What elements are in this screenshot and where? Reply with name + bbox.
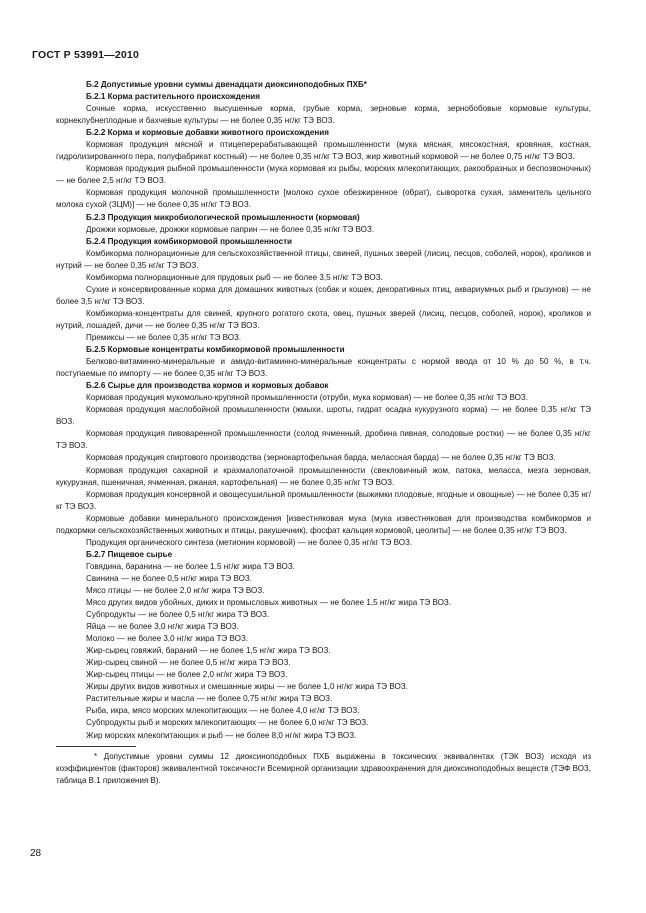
paragraph: Кормовая продукция пивоваренной промышленности (солод ячменный, дробина пивная, солодовые ростки) — не более 0,35 нг/кг ТЭ ВОЗ. bbox=[56, 429, 591, 451]
paragraph: Кормовая продукция маслобойной промышленности (жмыхи, шроты, гидрат осадка кукурузного корма) — не более 0,35 нг/кг ТЭ ВОЗ. bbox=[56, 405, 591, 427]
paragraph: Премиксы — не более 0,35 нг/кг ТЭ ВОЗ. bbox=[86, 332, 242, 342]
paragraph: Сухие и консервированные корма для домашних животных (собак и кошек, декоративных птиц, аквариумных рыб и грызунов) — не более 3,5 нг/кг ТЭ ВОЗ. bbox=[56, 284, 591, 306]
paragraph: Субпродукты рыб и морских млекопитающих — не более 6,0 нг/кг ТЭ ВОЗ. bbox=[86, 718, 369, 728]
paragraph: Жир-сырец свиной — не более 0,5 нг/кг жира ТЭ ВОЗ. bbox=[86, 658, 291, 668]
section-heading: Б.2.2 Корма и кормовые добавки животного происхождения bbox=[86, 128, 329, 138]
paragraph: Продукция органического синтеза (метионин кормовой) — не более 0,35 нг/кг ТЭ ВОЗ. bbox=[86, 537, 413, 547]
section-heading: Б.2.3 Продукция микробиологической промышленности (кормовая) bbox=[86, 212, 360, 222]
paragraph: Свинина — не более 0,5 нг/кг жира ТЭ ВОЗ. bbox=[86, 573, 253, 583]
paragraph: Кормовые добавки минерального происхождения [известняковая мука (мука известняковая для производства комбикормов и подкормки сельскохозяйственных животных и птицы, ракушечник), фосфат кальция кормовой, цеолиты] — не более 0,35 нг/кг ТЭ ВОЗ. bbox=[56, 513, 591, 535]
document-header: ГОСТ Р 53991—2010 bbox=[32, 49, 140, 61]
paragraph: Кормовая продукция мукомольно-крупяной промышленности (отруби, мука кормовая) — не более 0,35 нг/кг ТЭ ВОЗ. bbox=[86, 393, 529, 403]
paragraph: Рыба, икра, мясо морских млекопитающих — не более 4,0 нг/кг ТЭ ВОЗ. bbox=[86, 706, 360, 716]
paragraph: Комбикорма полнорационные для прудовых рыб — не более 3,5 нг/кг ТЭ ВОЗ. bbox=[86, 272, 383, 282]
paragraph: Говядина, баранина — не более 1,5 нг/кг жира ТЭ ВОЗ. bbox=[86, 561, 295, 571]
paragraph: Кормовая продукция рыбной промышленности (мука кормовая из рыбы, морских млекопитающих, ракообразных и беспозвоночных) — не более 2,5 нг/кг ТЭ ВОЗ. bbox=[56, 164, 591, 186]
section-heading: Б.2.1 Корма растительного происхождения bbox=[86, 92, 260, 102]
paragraph: Комбикорма полнорационные для сельскохозяйственной птицы, свиней, пушных зверей (лисиц, песцов, соболей, норок), кроликов и нутрий — не более 0,35 нг/кг ТЭ ВОЗ. bbox=[56, 248, 591, 270]
section-heading: Б.2.4 Продукция комбикормовой промышленности bbox=[86, 236, 293, 246]
paragraph: Мясо птицы — не более 2,0 нг/кг жира ТЭ ВОЗ. bbox=[86, 585, 265, 595]
section-heading: Б.2.5 Кормовые концентраты комбикормовой промышленности bbox=[86, 345, 345, 355]
paragraph: Жир-сырец говяжий, бараний — не более 1,5 нг/кг жира ТЭ ВОЗ. bbox=[86, 646, 331, 656]
footnote-divider bbox=[56, 746, 136, 747]
paragraph: Комбикорма-концентраты для свиней, крупного рогатого скота, овец, пушных зверей (лисиц, песцов, соболей, норок), кроликов и нутрий, лошадей, дичи — не более 0,35 нг/кг ТЭ ВОЗ. bbox=[56, 308, 591, 330]
section-heading: Б.2.7 Пищевое сырье bbox=[86, 549, 173, 559]
paragraph: Сочные корма, искусственно высушенные корма, грубые корма, зерновые корма, зернобобовые кормовые культуры, корнеклубнеплодные и бахчевые культуры — не более 0,35 нг/кг ТЭ ВОЗ. bbox=[56, 104, 591, 126]
paragraph: Жиры других видов животных и смешанные жиры — не более 1,0 нг/кг жира ТЭ ВОЗ. bbox=[86, 682, 408, 692]
paragraph: Мясо других видов убойных, диких и промысловых животных — не более 1,5 нг/кг жира ТЭ ВОЗ. bbox=[86, 598, 452, 608]
section-heading: Б.2 Допустимые уровни суммы двенадцати диоксиноподобных ПХБ* bbox=[86, 80, 367, 89]
paragraph: Жир-сырец птицы — не более 2,0 нг/кг жира ТЭ ВОЗ. bbox=[86, 670, 288, 680]
paragraph: Растительные жиры и масла — не более 0,75 нг/кг жира ТЭ ВОЗ. bbox=[86, 694, 333, 704]
paragraph: Кормовая продукция мясной и птицеперерабатывающей промышленности (мука мясная, мясокостная, кровяная, костная, гидролизированного пера, полуфабрикат костный) — не более 0,35 нг/кг ТЭ ВОЗ, жир животный кормовой — не более 0,75 нг/кг ТЭ ВОЗ. bbox=[56, 140, 591, 162]
paragraph: Кормовая продукция консервной и овощесушильной промышленности (выжимки плодовые, ягодные и овощные) — не более 0,35 нг/кг ТЭ ВОЗ. bbox=[56, 489, 591, 511]
document-body bbox=[56, 79, 591, 787]
page-number: 28 bbox=[30, 848, 42, 859]
paragraph: Белково-витаминно-минеральные и амидо-витаминно-минеральные концентраты с нормой ввода от 10 % до 50 %, в т.ч. поступаемые по импорту — не более 0,35 нг/кг ТЭ ВОЗ. bbox=[56, 357, 591, 379]
paragraph: Молоко — не более 3,0 нг/кг жира ТЭ ВОЗ. bbox=[86, 634, 249, 644]
paragraph: Кормовая продукция спиртового производства (зернокартофельная барда, мелассная барда) — не более 0,35 нг/кг ТЭ ВОЗ. bbox=[86, 453, 556, 463]
paragraph: Яйца — не более 3,0 нг/кг жира ТЭ ВОЗ. bbox=[86, 622, 239, 632]
paragraph: Субпродукты — не более 0,5 нг/кг жира ТЭ ВОЗ. bbox=[86, 610, 270, 620]
footnote: * Допустимые уровни суммы 12 диоксиноподобных ПХБ выражены в токсических эквивалентах (ТЭК ВОЗ) исходя из коэффициентов (факторов) эквивалентной токсичности Всемирной организации здравоохранения для диоксиноподобных веществ (ТЭФ ВОЗ, таблица В.1 приложения В). bbox=[56, 751, 591, 785]
paragraph: Жир морских млекопитающих и рыб — не более 8,0 нг/кг жира ТЭ ВОЗ. bbox=[86, 730, 357, 740]
paragraph: Кормовая продукция сахарной и крахмалопаточной промышленности (свекловичный жом, патока, меласса, мезга зерновая, кукурузная, пшеничная, ячменная, ржаная, картофельная) — не более 0,35 нг/кг ТЭ ВОЗ. bbox=[56, 465, 591, 487]
paragraph: Дрожжи кормовые, дрожжи кормовые паприн — не более 0,35 нг/кг ТЭ ВОЗ. bbox=[86, 224, 375, 234]
paragraph: Кормовая продукция молочной промышленности [молоко сухое обезжиренное (обрат), сыворотка сухая, заменитель цельного молока сухой (ЗЦМ)] — не более 0,35 нг/кг ТЭ ВОЗ. bbox=[56, 188, 591, 210]
section-heading: Б.2.6 Сырье для производства кормов и кормовых добавок bbox=[86, 381, 329, 391]
